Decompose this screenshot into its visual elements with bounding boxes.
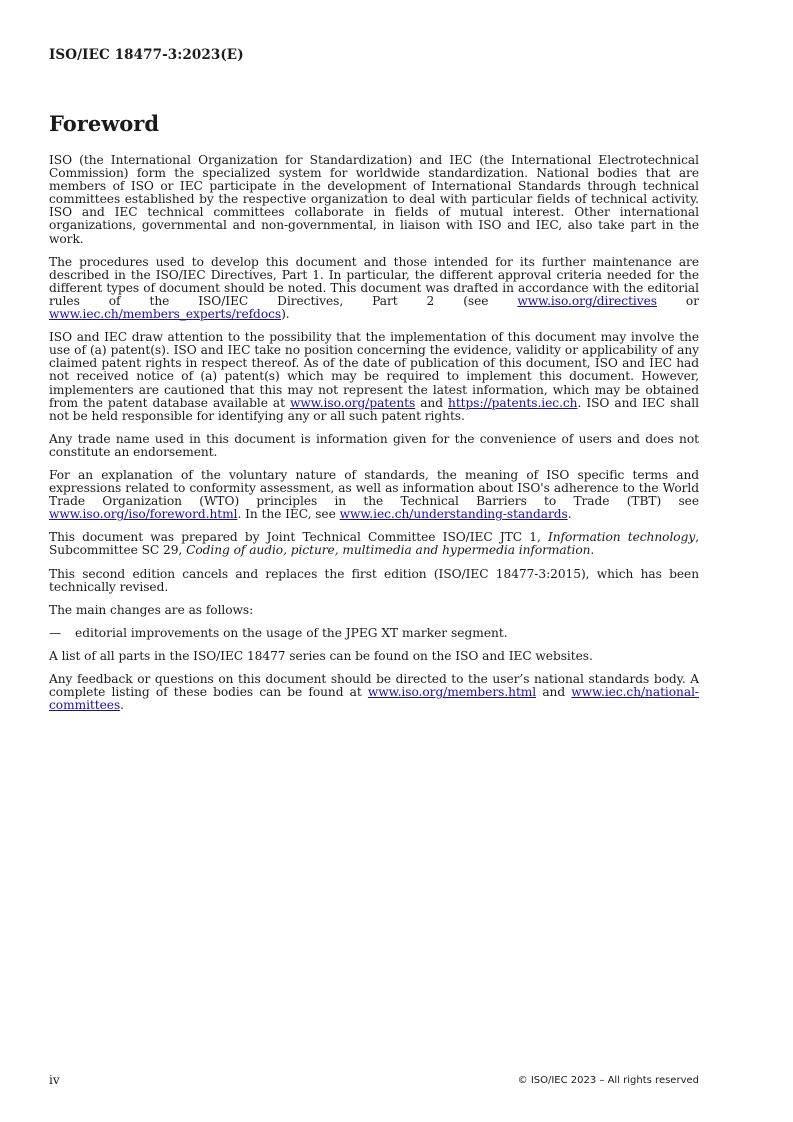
paragraph-text: ). (281, 307, 290, 322)
paragraph-series: A list of all parts in the ISO/IEC 18477 series can be found on the ISO and IEC websites. (49, 648, 593, 663)
iec-understanding-link[interactable]: www.iec.ch/understanding-standards (339, 507, 568, 522)
copyright-notice: © ISO/IEC 2023 – All rights reserved (517, 1075, 699, 1086)
foreword-body (49, 154, 699, 722)
refdocs-link[interactable]: www.iec.ch/members_experts/refdocs (49, 307, 282, 322)
paragraph-text: ISO and IEC draw attention to the possibility that the implementation of this document may involve the use of (a) patent(s). ISO and IEC take no position concerning the evidence, validity or applicability of any claimed patent rights in respect thereof. As of the date of publication of this document, ISO and IEC had not received notice of (a) patent(s) which may be required to implement this document. However, implementers are cautioned that this may not represent the latest information, which may be obtained from the patent database available at (49, 330, 699, 410)
iec-patents-link[interactable]: https://patents.iec.ch (448, 395, 578, 410)
paragraph-text: . ISO and IEC shall not be held responsible for identifying any or all such patent rights. (49, 395, 699, 423)
paragraph-text: . (567, 507, 572, 522)
paragraph-text: , Subcommittee SC 29, (49, 530, 700, 558)
dash-bullet: — (49, 625, 62, 640)
paragraph-intro: ISO (the International Organization for Standardization) and IEC (the International Electrotechnical Commission) form the specialized system for worldwide standardization. National bodies that are members of ISO or IEC participate in the development of International Standards through technical committees established by the respective organization to deal with particular fields of technical activity. ISO and IEC technical committees collaborate in fields of mutual interest. Other international organizations, governmental and non-governmental, in liaison with ISO and IEC, also take part in the work. (49, 153, 699, 246)
document-page (49, 0, 699, 1122)
paragraph-changes-intro: The main changes are as follows: (49, 602, 254, 617)
paragraph-text: . (590, 543, 595, 558)
paragraph-text: For an explanation of the voluntary nature of standards, the meaning of ISO specific terms and expressions related to conformity assessment, as well as information about ISO's adherence to the World Trade Organization (WTO) principles in the Technical Barriers to Trade (TBT) see (49, 467, 699, 509)
paragraph-text: . In the IEC, see (237, 507, 340, 522)
paragraph-text: and (536, 685, 572, 700)
paragraph-procedures (49, 256, 699, 321)
paragraph-voluntary (49, 469, 699, 521)
paragraph-text: . (120, 698, 124, 713)
iso-foreword-link[interactable]: www.iso.org/iso/foreword.html (49, 507, 238, 522)
paragraph-edition: This second edition cancels and replaces the first edition (ISO/IEC 18477-3:2015), which has been technically revised. (49, 566, 699, 594)
paragraph-text: This document was prepared by Joint Technical Committee ISO/IEC JTC 1, (49, 530, 548, 545)
subcommittee-name: Coding of audio, picture, multimedia and hypermedia information (186, 543, 591, 558)
list-item (49, 627, 699, 640)
paragraph-committee (49, 531, 699, 557)
paragraph-text: The procedures used to develop this document and those intended for its further maintenance are described in the ISO/IEC Directives, Part 1. In particular, the different approval criteria needed for the different types of document should be noted. This document was drafted in accordance with the editorial rules of the ISO/IEC Directives, Part 2 (see (49, 254, 699, 308)
paragraph-text: and (415, 395, 449, 410)
paragraph-feedback (49, 673, 699, 712)
paragraph-text: or (656, 293, 699, 308)
paragraph-patents (49, 331, 699, 423)
committee-name: Information technology (547, 530, 696, 545)
document-id: ISO/IEC 18477-3:2023(E) (49, 47, 244, 63)
iso-patents-link[interactable]: www.iso.org/patents (290, 395, 416, 410)
directives-link[interactable]: www.iso.org/directives (517, 293, 657, 308)
iec-committees-link[interactable]: www.iec.ch/national-committees (49, 685, 699, 713)
page-title: Foreword (49, 111, 160, 136)
page-number: iv (49, 1073, 60, 1087)
list-item-text: editorial improvements on the usage of the JPEG XT marker segment. (75, 625, 508, 640)
paragraph-text: Any feedback or questions on this document should be directed to the user’s national standards body. A complete listing of these bodies can be found at (49, 672, 699, 700)
paragraph-trade-name: Any trade name used in this document is information given for the convenience of users and does not constitute an endorsement. (49, 431, 699, 459)
iso-members-link[interactable]: www.iso.org/members.html (367, 685, 537, 700)
